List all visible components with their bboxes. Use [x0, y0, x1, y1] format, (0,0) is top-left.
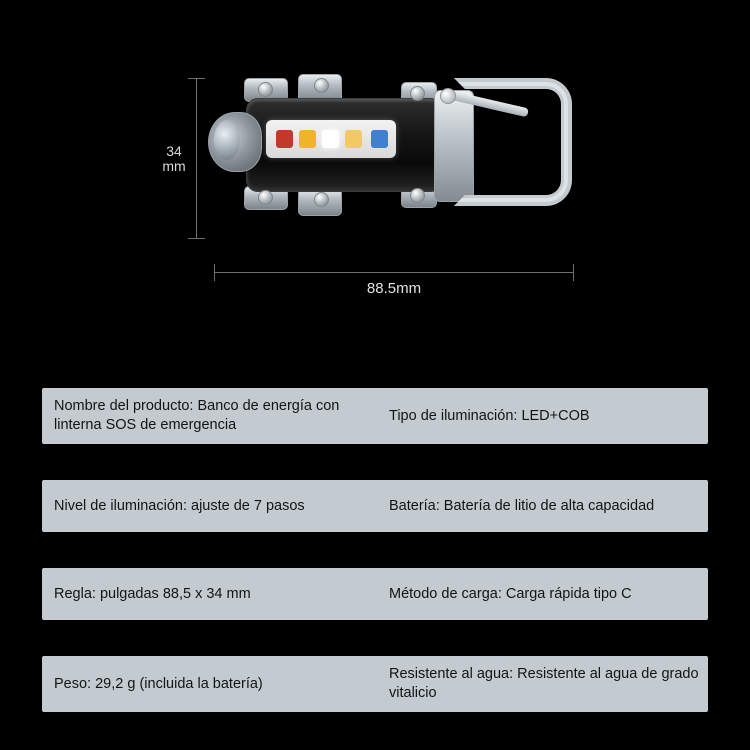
screw-top-left	[258, 82, 273, 97]
led-blue	[371, 130, 388, 148]
led-red	[276, 130, 293, 148]
flashlight-lens-glass	[214, 120, 240, 160]
led-white	[322, 130, 339, 148]
spec-weight: Peso: 29,2 g (incluida la batería)	[54, 675, 263, 692]
screw-bottom-left	[258, 190, 273, 205]
spec-product-name: Nombre del producto: Banco de energía con linterna SOS de emergencia	[54, 398, 340, 433]
table-row	[42, 388, 708, 444]
screw-plate-top	[410, 86, 425, 101]
screw-bottom-right	[314, 192, 329, 207]
led-warm	[345, 130, 362, 148]
table-row	[42, 480, 708, 532]
led-amber	[299, 130, 316, 148]
height-unit: mm	[162, 158, 186, 174]
spec-size: Regla: pulgadas 88,5 x 34 mm	[54, 585, 251, 602]
table-row	[42, 568, 708, 620]
screw-plate-bottom	[410, 188, 425, 203]
spec-light-type: Tipo de iluminación: LED+COB	[389, 407, 590, 424]
width-dimension-line	[214, 272, 574, 273]
width-dimension-cap-right	[573, 264, 574, 281]
screw-top-right	[314, 78, 329, 93]
width-dimension-label: 88.5mm	[366, 280, 422, 297]
width-dimension-cap-left	[214, 264, 215, 281]
height-dimension-label	[152, 144, 196, 174]
spec-battery: Batería: Batería de litio de alta capacidad	[389, 497, 655, 514]
specification-table	[0, 388, 750, 748]
carabiner-pivot-screw	[440, 88, 456, 104]
spec-light-levels: Nivel de iluminación: ajuste de 7 pasos	[54, 497, 305, 514]
product-illustration	[196, 60, 586, 260]
spec-waterproof: Resistente al agua: Resistente al agua de grado vitalicio	[389, 666, 699, 701]
height-value: 34	[166, 143, 182, 159]
spec-charging-method: Método de carga: Carga rápida tipo C	[389, 585, 632, 602]
table-row	[42, 656, 708, 712]
